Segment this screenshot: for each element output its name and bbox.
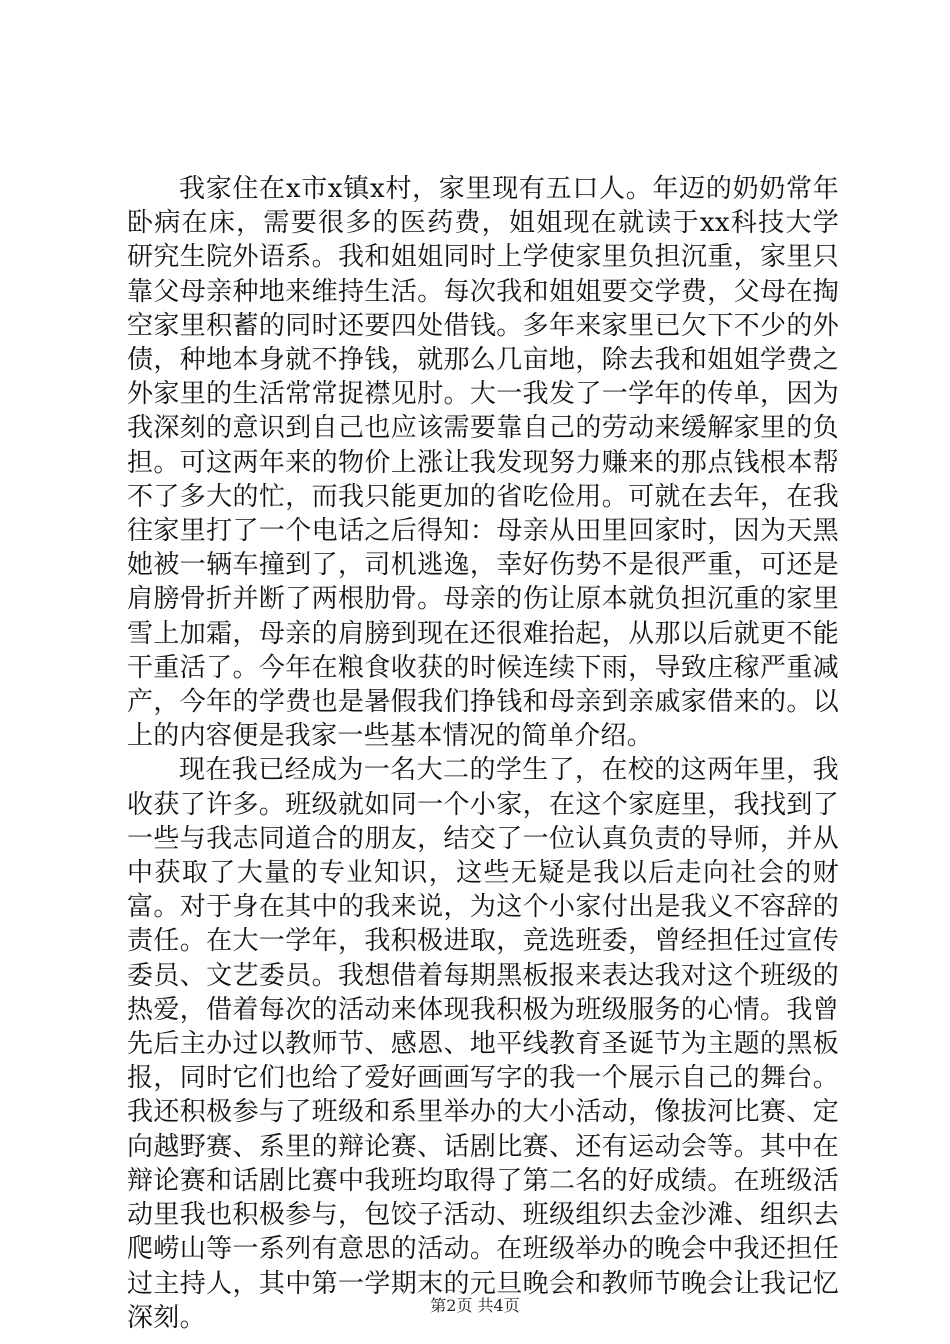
paragraph-family-situation: 我家住在x市x镇x村，家里现有五口人。年迈的奶奶常年卧病在床，需要很多的医药费，姐姐现在就读于xx科技大学研究生院外语系。我和姐姐同时上学使家里负担沉重，家里只靠父母亲种地来维持生活。每次我和姐姐要交学费，父母在掏空家里积蓄的同时还要四处借钱。多年来家里已欠下不少的外债，种地本身就不挣钱，就那么几亩地，除去我和姐姐学费之外家里的生活常常捉襟见肘。大一我发了一学年的传单，因为我深刻的意识到自己也应该需要靠自己的劳动来缓解家里的负担。可这两年来的物价上涨让我发现努力赚来的那点钱根本帮不了多大的忙，而我只能更加的省吃俭用。可就在去年，在我往家里打了一个电话之后得知：母亲从田里回家时，因为天黑她被一辆车撞到了，司机逃逸，幸好伤势不是很严重，可还是肩膀骨折并断了两根肋骨。母亲的伤让原本就负担沉重的家里雪上加霜，母亲的肩膀到现在还很难抬起，从那以后就更不能干重活了。今年在粮食收获的时候连续下雨，导致庄稼严重减产，今年的学费也是暑假我们挣钱和母亲到亲戚家借来的。以上的内容便是我家一些基本情况的简单介绍。 (127, 174, 839, 752)
page-footer: 第2页 共4页 (430, 1296, 520, 1315)
paragraph-school-activities: 现在我已经成为一名大二的学生了，在校的这两年里，我收获了许多。班级就如同一个小家，在这个家庭里，我找到了一些与我志同道合的朋友，结交了一位认真负责的导师，并从中获取了大量的专业知识，这些无疑是我以后走向社会的财富。对于身在其中的我来说，为这个小家付出是我义不容辞的责任。在大一学年，我积极进取，竞选班委，曾经担任过宣传委员、文艺委员。我想借着每期黑板报来表达我对这个班级的热爱，借着每次的活动来体现我积极为班级服务的心情。我曾先后主办过以教师节、感恩、地平线教育圣诞节为主题的黑板报，同时它们也给了爱好画画写字的我一个展示自己的舞台。我还积极参与了班级和系里举办的大小活动，像拔河比赛、定向越野赛、系里的辩论赛、话剧比赛、还有运动会等。其中在辩论赛和话剧比赛中我班均取得了第二名的好成绩。在班级活动里我也积极参与，包饺子活动、班级组织去金沙滩、组织去爬崂山等一系列有意思的活动。在班级举办的晚会中我还担任过主持人，其中第一学期末的元旦晚会和教师节晚会让我记忆深刻。 (127, 755, 839, 1333)
document-body (127, 172, 839, 1335)
